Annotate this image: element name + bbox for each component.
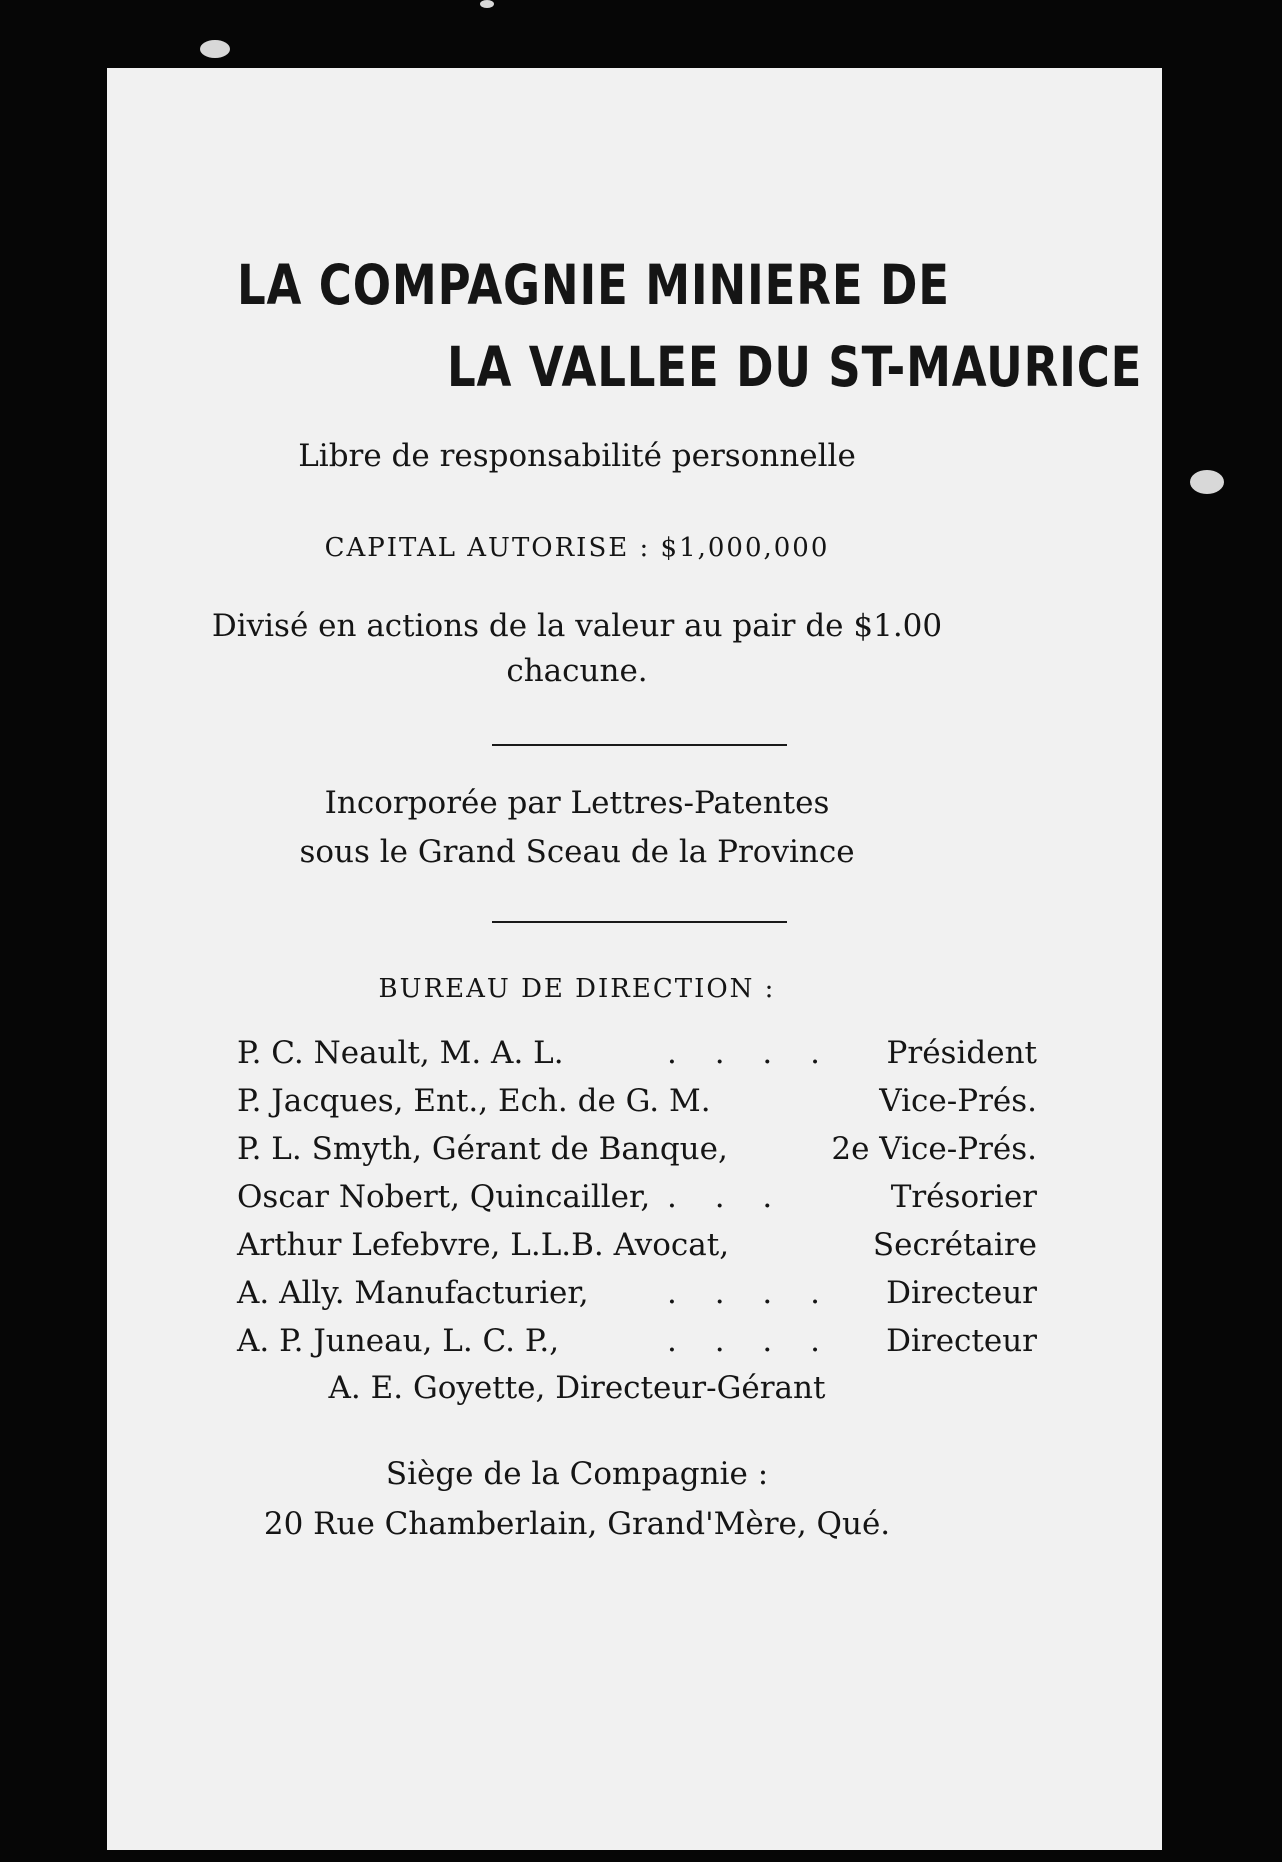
division-text-line-1: Divisé en actions de la valeur au pair de $1.00 (211, 608, 943, 644)
board-member-name: A. P. Juneau, L. C. P., (237, 1323, 560, 1359)
divider-rule (492, 921, 787, 923)
divider-rule (492, 744, 787, 746)
seat-heading: Siège de la Compagnie : (385, 1456, 769, 1492)
board-member-row (237, 1179, 1037, 1219)
incorporation-text-line-2: sous le Grand Sceau de la Province (299, 834, 855, 870)
board-member-name: P. L. Smyth, Gérant de Banque, (237, 1131, 728, 1167)
board-member-row (237, 1131, 1037, 1171)
board-heading: BUREAU DE DIRECTION : (378, 974, 776, 1004)
scan-speck (200, 40, 230, 58)
board-member-role: Secrétaire (872, 1227, 1037, 1263)
seat-address: 20 Rue Chamberlain, Grand'Mère, Qué. (263, 1506, 891, 1542)
incorporation-text-line-1: Incorporée par Lettres-Patentes (324, 785, 830, 821)
board-member-name: Oscar Nobert, Quincailler, (237, 1179, 651, 1215)
scan-speck (480, 0, 494, 8)
board-member-role: Vice-Prés. (879, 1083, 1037, 1119)
leader-dots: . . . (667, 1179, 787, 1215)
division-text-line-2: chacune. (506, 653, 648, 689)
leader-dots: . . . . (667, 1323, 834, 1359)
board-member-name: P. C. Neault, M. A. L. (237, 1035, 564, 1071)
board-member-row (237, 1083, 1037, 1123)
leader-dots: . . . . (667, 1035, 834, 1071)
board-member-name: P. Jacques, Ent., Ech. de G. M. (237, 1083, 711, 1119)
leader-dots: . . . . (667, 1275, 834, 1311)
board-member-row (237, 1227, 1037, 1267)
board-member-row (237, 1035, 1037, 1075)
document-page (107, 68, 1162, 1850)
board-member-row (237, 1275, 1037, 1315)
board-member-name: Arthur Lefebvre, L.L.B. Avocat, (237, 1227, 730, 1263)
board-member-role: Trésorier (890, 1179, 1037, 1215)
board-member-role: 2e Vice-Prés. (831, 1131, 1037, 1167)
board-member-role: Directeur (886, 1275, 1037, 1311)
board-member-name: A. Ally. Manufacturier, (237, 1275, 589, 1311)
company-title-line-1: LA COMPAGNIE MINIERE DE (237, 253, 950, 317)
general-manager-line: A. E. Goyette, Directeur-Gérant (328, 1370, 826, 1406)
scan-speck (1190, 470, 1224, 494)
board-member-role: Président (886, 1035, 1037, 1071)
board-member-row (237, 1323, 1037, 1363)
board-member-role: Directeur (886, 1323, 1037, 1359)
company-title-line-2: LA VALLEE DU ST-MAURICE (447, 335, 1143, 399)
liability-text: Libre de responsabilité personnelle (298, 438, 856, 474)
capital-text: CAPITAL AUTORISE : $1,000,000 (324, 533, 830, 563)
